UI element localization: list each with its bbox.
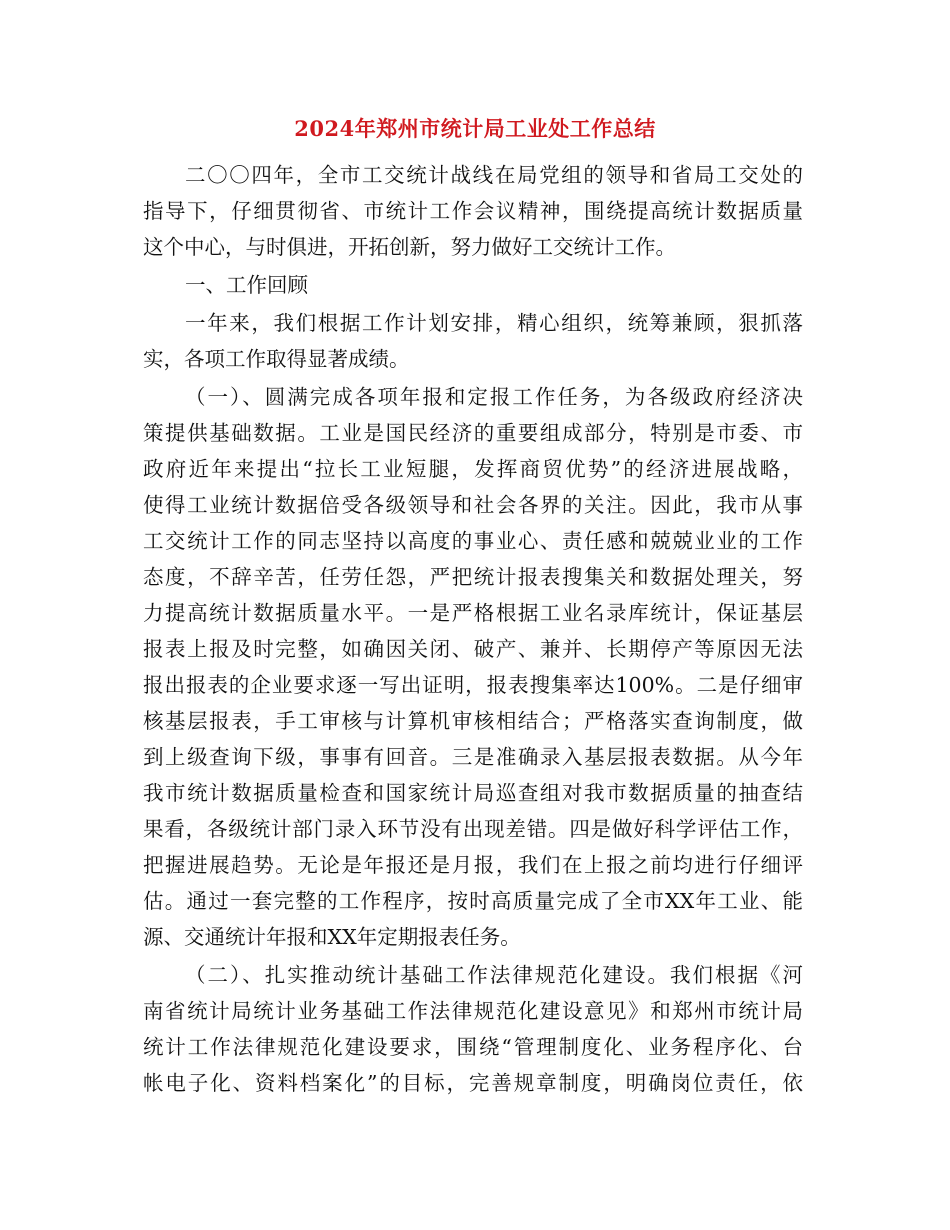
- paragraph-line: 工交统计工作的同志坚持以高度的事业心、责任感和兢兢业业的工作: [143, 529, 803, 553]
- paragraph-line: 把握进展趋势。无论是年报还是月报，我们在上报之前均进行仔细评: [143, 853, 803, 877]
- section-heading: 一、工作回顾: [185, 273, 308, 297]
- paragraph-line: 一年来，我们根据工作计划安排，精心组织，统筹兼顾，狠抓落: [185, 311, 803, 335]
- paragraph-line: 这个中心，与时俱进，开拓创新，努力做好工交统计工作。: [143, 235, 676, 259]
- paragraph-line: 使得工业统计数据倍受各级领导和社会各界的关注。因此，我市从事: [143, 493, 803, 517]
- paragraph-line: 政府近年来提出“拉长工业短腿，发挥商贸优势”的经济进展战略，: [143, 457, 803, 481]
- paragraph-line: 果看，各级统计部门录入环节没有出现差错。四是做好科学评估工作，: [143, 817, 803, 841]
- paragraph-line: 二〇〇四年，全市工交统计战线在局党组的领导和省局工交处的: [185, 163, 803, 187]
- paragraph-line: 报出报表的企业要求逐一写出证明，报表搜集率达100%。二是仔细审: [143, 673, 803, 697]
- paragraph-line: 报表上报及时完整，如确因关闭、破产、兼并、长期停产等原因无法: [143, 637, 803, 661]
- paragraph-line: 态度，不辞辛苦，任劳任怨，严把统计报表搜集关和数据处理关，努: [143, 565, 803, 589]
- paragraph-line: 统计工作法律规范化建设要求，围绕“管理制度化、业务程序化、台: [143, 1035, 803, 1059]
- paragraph-line: （一）、圆满完成各项年报和定报工作任务，为各级政府经济决: [185, 385, 803, 409]
- document-title: 2024年郑州市统计局工业处工作总结: [294, 116, 656, 141]
- paragraph-line: 到上级查询下级，事事有回音。三是准确录入基层报表数据。从今年: [143, 745, 803, 769]
- paragraph-line: 核基层报表，手工审核与计算机审核相结合；严格落实查询制度，做: [143, 709, 803, 733]
- paragraph-line: 帐电子化、资料档案化”的目标，完善规章制度，明确岗位责任，依: [143, 1071, 803, 1095]
- paragraph-line: 估。通过一套完整的工作程序，按时高质量完成了全市XX年工业、能: [143, 889, 803, 913]
- paragraph-line: 源、交通统计年报和XX年定期报表任务。: [143, 925, 521, 949]
- paragraph-line: 策提供基础数据。工业是国民经济的重要组成部分，特别是市委、市: [143, 421, 803, 445]
- paragraph-line: 实，各项工作取得显著成绩。: [143, 347, 410, 371]
- paragraph-line: 力提高统计数据质量水平。一是严格根据工业名录库统计，保证基层: [143, 601, 803, 625]
- paragraph-line: 南省统计局统计业务基础工作法律规范化建设意见》和郑州市统计局: [143, 999, 803, 1023]
- paragraph-line: 指导下，仔细贯彻省、市统计工作会议精神，围绕提高统计数据质量: [143, 199, 803, 223]
- paragraph-line: 我市统计数据质量检查和国家统计局巡查组对我市数据质量的抽查结: [143, 781, 803, 805]
- paragraph-line: （二）、扎实推动统计基础工作法律规范化建设。我们根据《河: [185, 963, 803, 987]
